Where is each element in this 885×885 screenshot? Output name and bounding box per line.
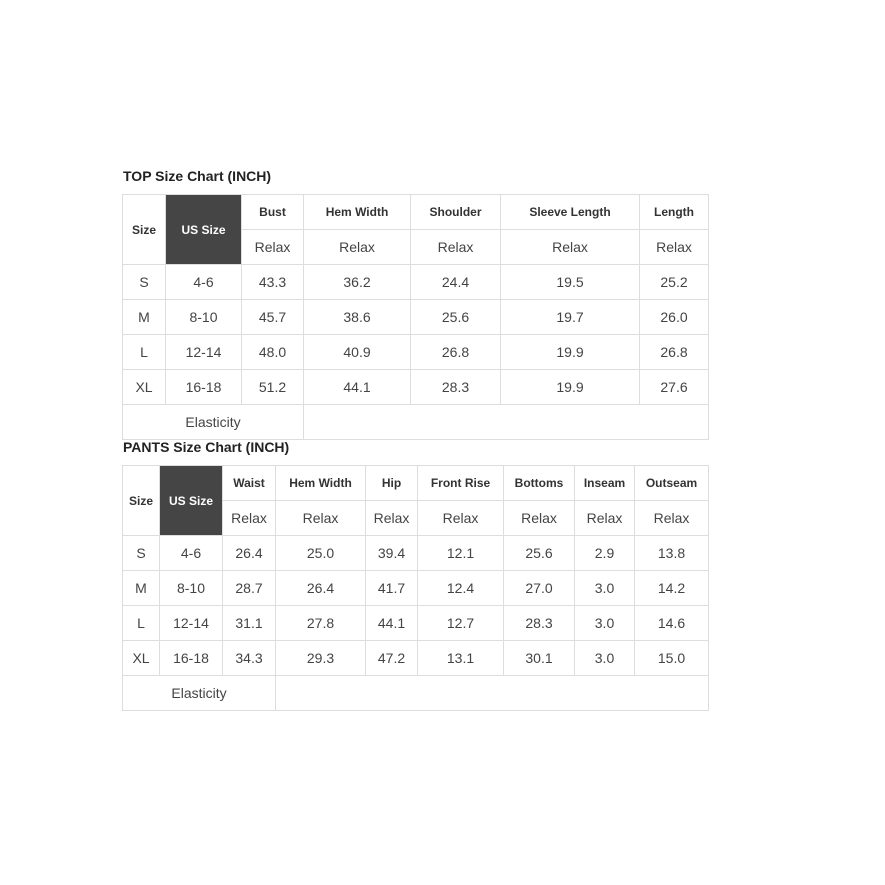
value-cell: 12.1: [418, 536, 504, 571]
us-size-cell: 12-14: [166, 335, 242, 370]
fit-cell: Relax: [635, 501, 709, 536]
column-header: Bust: [242, 195, 304, 230]
value-cell: 27.0: [504, 571, 575, 606]
elasticity-label: Elasticity: [123, 405, 304, 440]
top-size-chart-title: TOP Size Chart (INCH): [123, 168, 272, 184]
us-size-cell: 16-18: [166, 370, 242, 405]
pants-size-table: [122, 465, 709, 711]
value-cell: 36.2: [304, 265, 411, 300]
value-cell: 47.2: [366, 641, 418, 676]
column-header: Outseam: [635, 466, 709, 501]
top-size-table: [122, 194, 709, 440]
pants-size-chart-title: PANTS Size Chart (INCH): [123, 439, 290, 455]
column-header: Waist: [223, 466, 276, 501]
value-cell: 51.2: [242, 370, 304, 405]
elasticity-row: [123, 405, 709, 440]
table-row: [123, 370, 709, 405]
fit-cell: Relax: [418, 501, 504, 536]
value-cell: 26.8: [411, 335, 501, 370]
table-row: [123, 300, 709, 335]
value-cell: 3.0: [575, 571, 635, 606]
column-header: Length: [640, 195, 709, 230]
value-cell: 13.8: [635, 536, 709, 571]
value-cell: 14.2: [635, 571, 709, 606]
fit-cell: Relax: [575, 501, 635, 536]
table-row: [123, 606, 709, 641]
size-cell: L: [123, 606, 160, 641]
elasticity-value-cell: [304, 405, 709, 440]
value-cell: 40.9: [304, 335, 411, 370]
elasticity-label: Elasticity: [123, 676, 276, 711]
fit-cell: Relax: [366, 501, 418, 536]
table-header-row: [123, 195, 709, 230]
value-cell: 3.0: [575, 641, 635, 676]
us-size-cell: 16-18: [160, 641, 223, 676]
value-cell: 25.0: [276, 536, 366, 571]
column-header: Shoulder: [411, 195, 501, 230]
us-size-cell: 12-14: [160, 606, 223, 641]
value-cell: 27.6: [640, 370, 709, 405]
value-cell: 14.6: [635, 606, 709, 641]
size-cell: XL: [123, 370, 166, 405]
value-cell: 38.6: [304, 300, 411, 335]
value-cell: 29.3: [276, 641, 366, 676]
value-cell: 3.0: [575, 606, 635, 641]
table-row: [123, 536, 709, 571]
value-cell: 19.7: [501, 300, 640, 335]
fit-cell: Relax: [411, 230, 501, 265]
value-cell: 43.3: [242, 265, 304, 300]
fit-cell: Relax: [304, 230, 411, 265]
column-header: Hem Width: [304, 195, 411, 230]
value-cell: 30.1: [504, 641, 575, 676]
value-cell: 26.0: [640, 300, 709, 335]
size-cell: L: [123, 335, 166, 370]
value-cell: 2.9: [575, 536, 635, 571]
value-cell: 45.7: [242, 300, 304, 335]
value-cell: 12.4: [418, 571, 504, 606]
size-cell: M: [123, 571, 160, 606]
column-header: Sleeve Length: [501, 195, 640, 230]
us-size-column-header: US Size: [166, 195, 242, 265]
value-cell: 26.4: [223, 536, 276, 571]
fit-cell: Relax: [223, 501, 276, 536]
value-cell: 28.3: [504, 606, 575, 641]
size-cell: S: [123, 536, 160, 571]
table-header-row: [123, 466, 709, 501]
us-size-cell: 4-6: [160, 536, 223, 571]
size-cell: S: [123, 265, 166, 300]
value-cell: 24.4: [411, 265, 501, 300]
value-cell: 19.5: [501, 265, 640, 300]
value-cell: 25.6: [411, 300, 501, 335]
value-cell: 15.0: [635, 641, 709, 676]
value-cell: 48.0: [242, 335, 304, 370]
value-cell: 19.9: [501, 370, 640, 405]
size-cell: XL: [123, 641, 160, 676]
column-header: Hip: [366, 466, 418, 501]
elasticity-value-cell: [276, 676, 709, 711]
value-cell: 25.2: [640, 265, 709, 300]
value-cell: 28.3: [411, 370, 501, 405]
size-column-header: Size: [123, 466, 160, 536]
value-cell: 34.3: [223, 641, 276, 676]
value-cell: 39.4: [366, 536, 418, 571]
us-size-cell: 8-10: [160, 571, 223, 606]
table-row: [123, 641, 709, 676]
value-cell: 31.1: [223, 606, 276, 641]
table-row: [123, 335, 709, 370]
value-cell: 26.4: [276, 571, 366, 606]
table-row: [123, 265, 709, 300]
value-cell: 25.6: [504, 536, 575, 571]
us-size-column-header: US Size: [160, 466, 223, 536]
fit-cell: Relax: [276, 501, 366, 536]
column-header: Bottoms: [504, 466, 575, 501]
column-header: Hem Width: [276, 466, 366, 501]
value-cell: 27.8: [276, 606, 366, 641]
fit-cell: Relax: [501, 230, 640, 265]
us-size-cell: 4-6: [166, 265, 242, 300]
size-column-header: Size: [123, 195, 166, 265]
value-cell: 28.7: [223, 571, 276, 606]
value-cell: 44.1: [366, 606, 418, 641]
value-cell: 19.9: [501, 335, 640, 370]
column-header: Front Rise: [418, 466, 504, 501]
size-cell: M: [123, 300, 166, 335]
column-header: Inseam: [575, 466, 635, 501]
value-cell: 13.1: [418, 641, 504, 676]
table-row: [123, 571, 709, 606]
fit-cell: Relax: [504, 501, 575, 536]
fit-cell: Relax: [640, 230, 709, 265]
value-cell: 26.8: [640, 335, 709, 370]
fit-cell: Relax: [242, 230, 304, 265]
value-cell: 41.7: [366, 571, 418, 606]
elasticity-row: [123, 676, 709, 711]
us-size-cell: 8-10: [166, 300, 242, 335]
value-cell: 44.1: [304, 370, 411, 405]
value-cell: 12.7: [418, 606, 504, 641]
